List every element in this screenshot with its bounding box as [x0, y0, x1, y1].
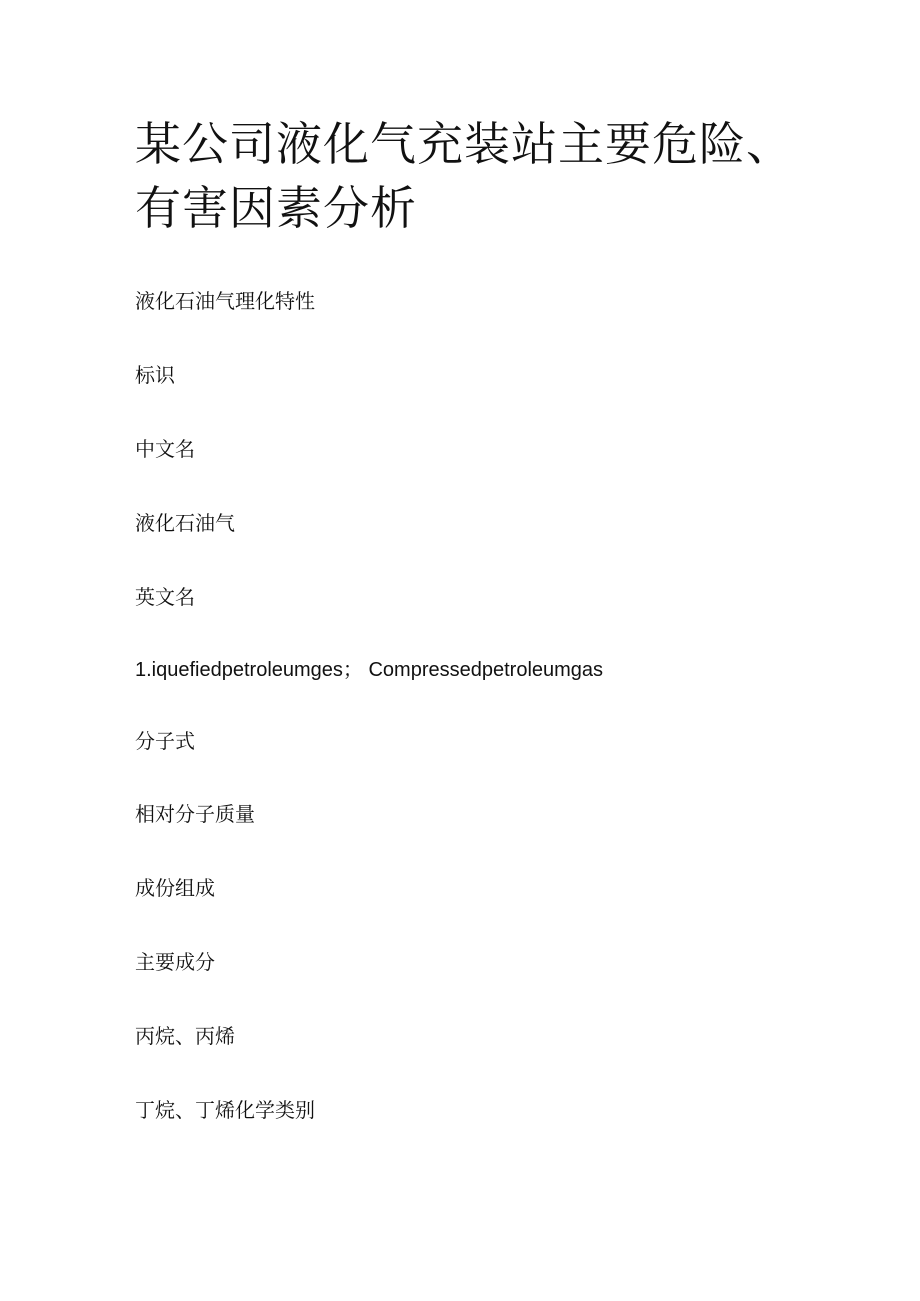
field-label-english-name: 英文名	[135, 585, 195, 609]
section-heading-properties: 液化石油气理化特性	[135, 289, 315, 313]
field-value-main-components-2: 丁烷、丁烯化学类别	[135, 1098, 315, 1122]
field-label-composition: 成份组成	[135, 876, 215, 900]
field-label-chinese-name: 中文名	[135, 437, 195, 461]
field-label-identification: 标识	[135, 363, 175, 387]
field-value-main-components-1: 丙烷、丙烯	[135, 1024, 235, 1048]
document-title: 某公司液化气充装站主要危险、有害因素分析	[135, 117, 793, 235]
field-value-english-name: 1.iquefiedpetroleumges； Compressedpetroleumgas	[135, 659, 604, 681]
field-value-chinese-name: 液化石油气	[135, 511, 235, 535]
field-label-molecular-weight: 相对分子质量	[135, 802, 255, 826]
field-label-molecular-formula: 分子式	[135, 729, 195, 753]
field-label-main-components: 主要成分	[135, 950, 215, 974]
